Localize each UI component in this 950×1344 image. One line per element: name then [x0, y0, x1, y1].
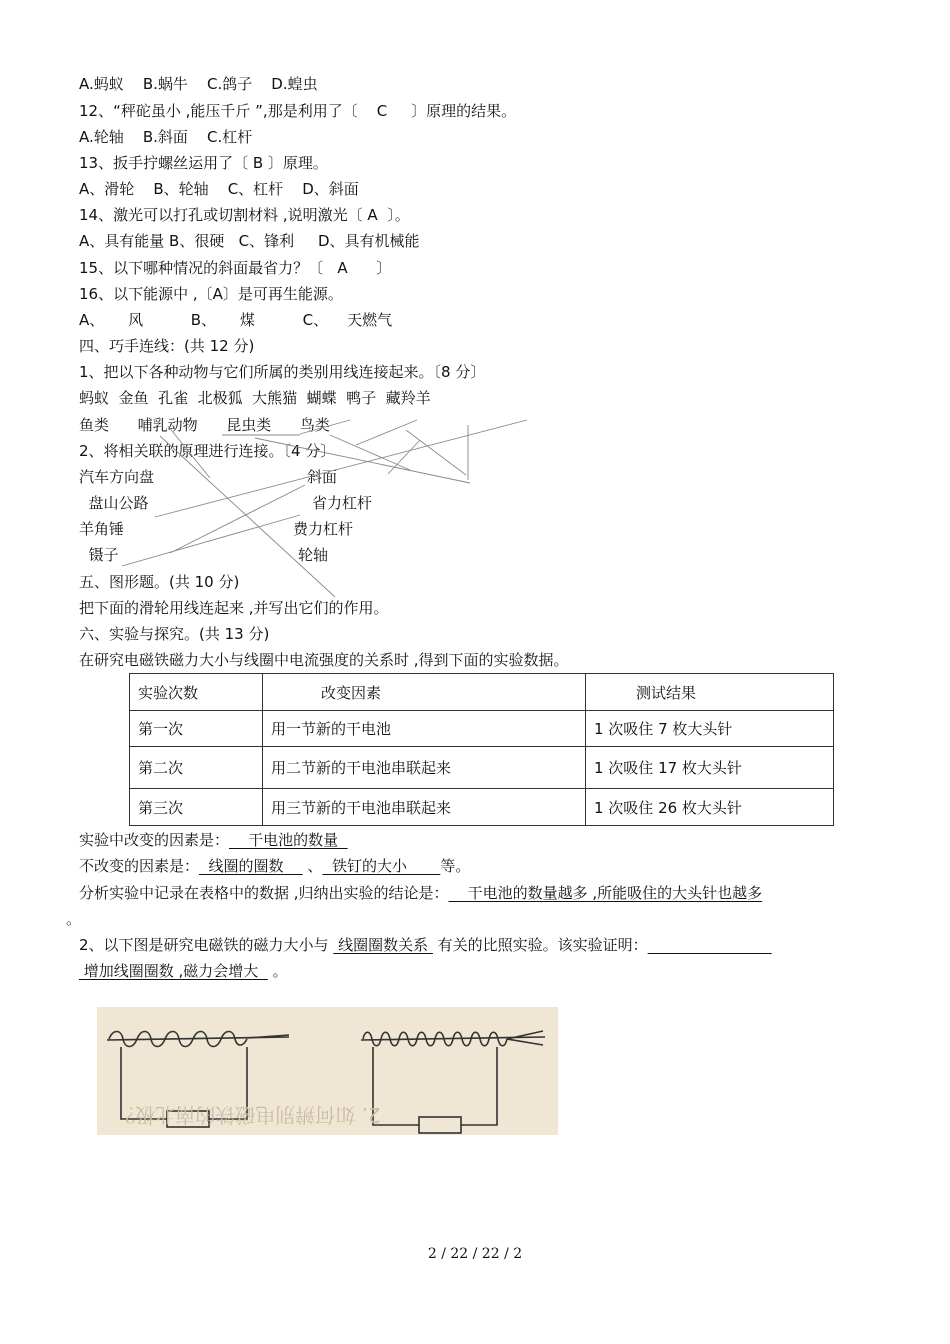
match-right-3: 费力杠杆 [293, 520, 354, 538]
conclusion-line [79, 883, 762, 903]
table-cell: 用三节新的干电池串联起来 [263, 789, 586, 826]
page-number: 2 / 22 / 22 / 2 [427, 1246, 523, 1262]
match-left-4: 镊子 [79, 546, 119, 564]
connect-line [300, 420, 350, 434]
connect-line [330, 435, 410, 470]
table-header: 实验次数 [130, 674, 263, 711]
table-row [130, 747, 834, 789]
table-header-row [130, 674, 834, 711]
category-list: 鱼类 哺乳动物 昆虫类 鸟类 [79, 416, 330, 434]
question-6-2-text: 2、以下图是研究电磁铁的磁力大小与 [79, 936, 334, 954]
question-6-2-line [79, 935, 772, 955]
options-q13: A、滑轮 B、轮轴 C、杠杆 D、斜面 [79, 180, 359, 198]
table-header: 测试结果 [586, 674, 834, 711]
match-left-2: 盘山公路 [79, 494, 149, 512]
question-6-2-blank: 线圈圈数关系 [333, 936, 433, 954]
question-16: 16、以下能源中 ,〔A〕是可再生能源。 [79, 285, 343, 303]
table-cell: 第二次 [130, 747, 263, 789]
connect-line [406, 430, 466, 475]
options-q14: A、具有能量 B、很硬 C、锋利 D、具有机械能 [79, 232, 420, 250]
separator: 、 [302, 857, 323, 875]
table-cell: 1 次吸住 26 枚大头针 [586, 789, 834, 826]
unchanged-factor-line [79, 856, 470, 876]
table-cell: 用二节新的干电池串联起来 [263, 747, 586, 789]
conclusion-end: 。 [66, 910, 82, 928]
unchanged-factor-answer-2: 铁钉的大小 [322, 857, 441, 875]
connect-line [255, 438, 470, 483]
figure-caption: 2. 如何辨别电磁铁的南北极？ [115, 1103, 381, 1127]
section-6-intro: 在研究电磁铁磁力大小与线圈中电流强度的关系时 ,得到下面的实验数据。 [79, 651, 569, 669]
question-6-2-answer-line [79, 961, 288, 981]
connect-line [356, 420, 417, 445]
resistor-right [419, 1117, 461, 1133]
conclusion-answer: 干电池的数量越多 ,所能吸住的大头针也越多 [448, 884, 763, 902]
question-6-2-answer: 增加线圈圈数 ,磁力会增大 [79, 962, 268, 980]
match-right-4: 轮轴 [298, 546, 329, 564]
question-12: 12、“秤砣虽小 ,能压千斤 ”,那是利用了〔 C 〕原理的结果。 [79, 102, 517, 120]
table-header: 改变因素 [263, 674, 586, 711]
options-q16: A、 风 B、 煤 C、 天燃气 [79, 311, 393, 329]
question-4-1: 1、把以下各种动物与它们所属的类别用线连接起来。〔8 分〕 [79, 363, 486, 381]
match-left-3: 羊角锤 [79, 520, 125, 538]
section-4-title: 四、巧手连线：(共 12 分) [79, 337, 255, 355]
unchanged-factor-end: 等。 [440, 857, 471, 875]
table-cell: 第三次 [130, 789, 263, 826]
question-15: 15、以下哪种情况的斜面最省力？〔 A 〕 [79, 259, 392, 277]
match-right-2: 省力杠杆 [312, 494, 373, 512]
electromagnet-figure [97, 1007, 558, 1135]
table-row [130, 711, 834, 747]
table-row [130, 789, 834, 826]
unchanged-factor-label: 不改变的因素是： [79, 857, 200, 875]
table-cell: 1 次吸住 7 枚大头针 [586, 711, 834, 747]
nail-tip-right [507, 1039, 543, 1045]
table-cell: 用一节新的干电池 [263, 711, 586, 747]
question-13: 13、扳手拧螺丝运用了〔 B 〕原理。 [79, 154, 328, 172]
section-6-title: 六、实验与探究。(共 13 分) [79, 625, 270, 643]
question-4-2: 2、将相关联的原理进行连接。〔4 分〕 [79, 442, 336, 460]
section-5-title: 五、图形题。(共 10 分) [79, 573, 240, 591]
table-cell: 第一次 [130, 711, 263, 747]
connect-line [168, 426, 210, 478]
table-cell: 1 次吸住 17 枚大头针 [586, 747, 834, 789]
changed-factor-line [79, 830, 348, 850]
section-5-text: 把下面的滑轮用线连起来 ,并写出它们的作用。 [79, 599, 389, 617]
question-6-2-blank-2 [648, 936, 772, 954]
unchanged-factor-answer-1: 线圈的圈数 [199, 857, 303, 875]
match-left-1: 汽车方向盘 [79, 468, 155, 486]
electromagnet-diagram [97, 1007, 558, 1135]
question-6-2-end: 。 [267, 962, 288, 980]
changed-factor-label: 实验中改变的因素是： [79, 831, 230, 849]
conclusion-label: 分析实验中记录在表格中的数据 ,归纳出实验的结论是： [79, 884, 449, 902]
connect-line [155, 420, 527, 517]
question-14: 14、激光可以打孔或切割材料 ,说明激光〔 A 〕。 [79, 206, 410, 224]
options-q11: A.蚂蚁 B.蜗牛 C.鸽子 D.蝗虫 [79, 75, 318, 93]
animal-list: 蚂蚁 金鱼 孔雀 北极狐 大熊猫 蝴蝶 鸭子 藏羚羊 [79, 389, 431, 407]
question-6-2-text-2: 有关的比照实验。该实验证明： [432, 936, 648, 954]
match-right-1: 斜面 [307, 468, 338, 486]
experiment-table [129, 673, 834, 826]
wire-right [461, 1047, 497, 1125]
changed-factor-answer: 干电池的数量 [229, 831, 348, 849]
options-q12: A.轮轴 B.斜面 C.杠杆 [79, 128, 253, 146]
